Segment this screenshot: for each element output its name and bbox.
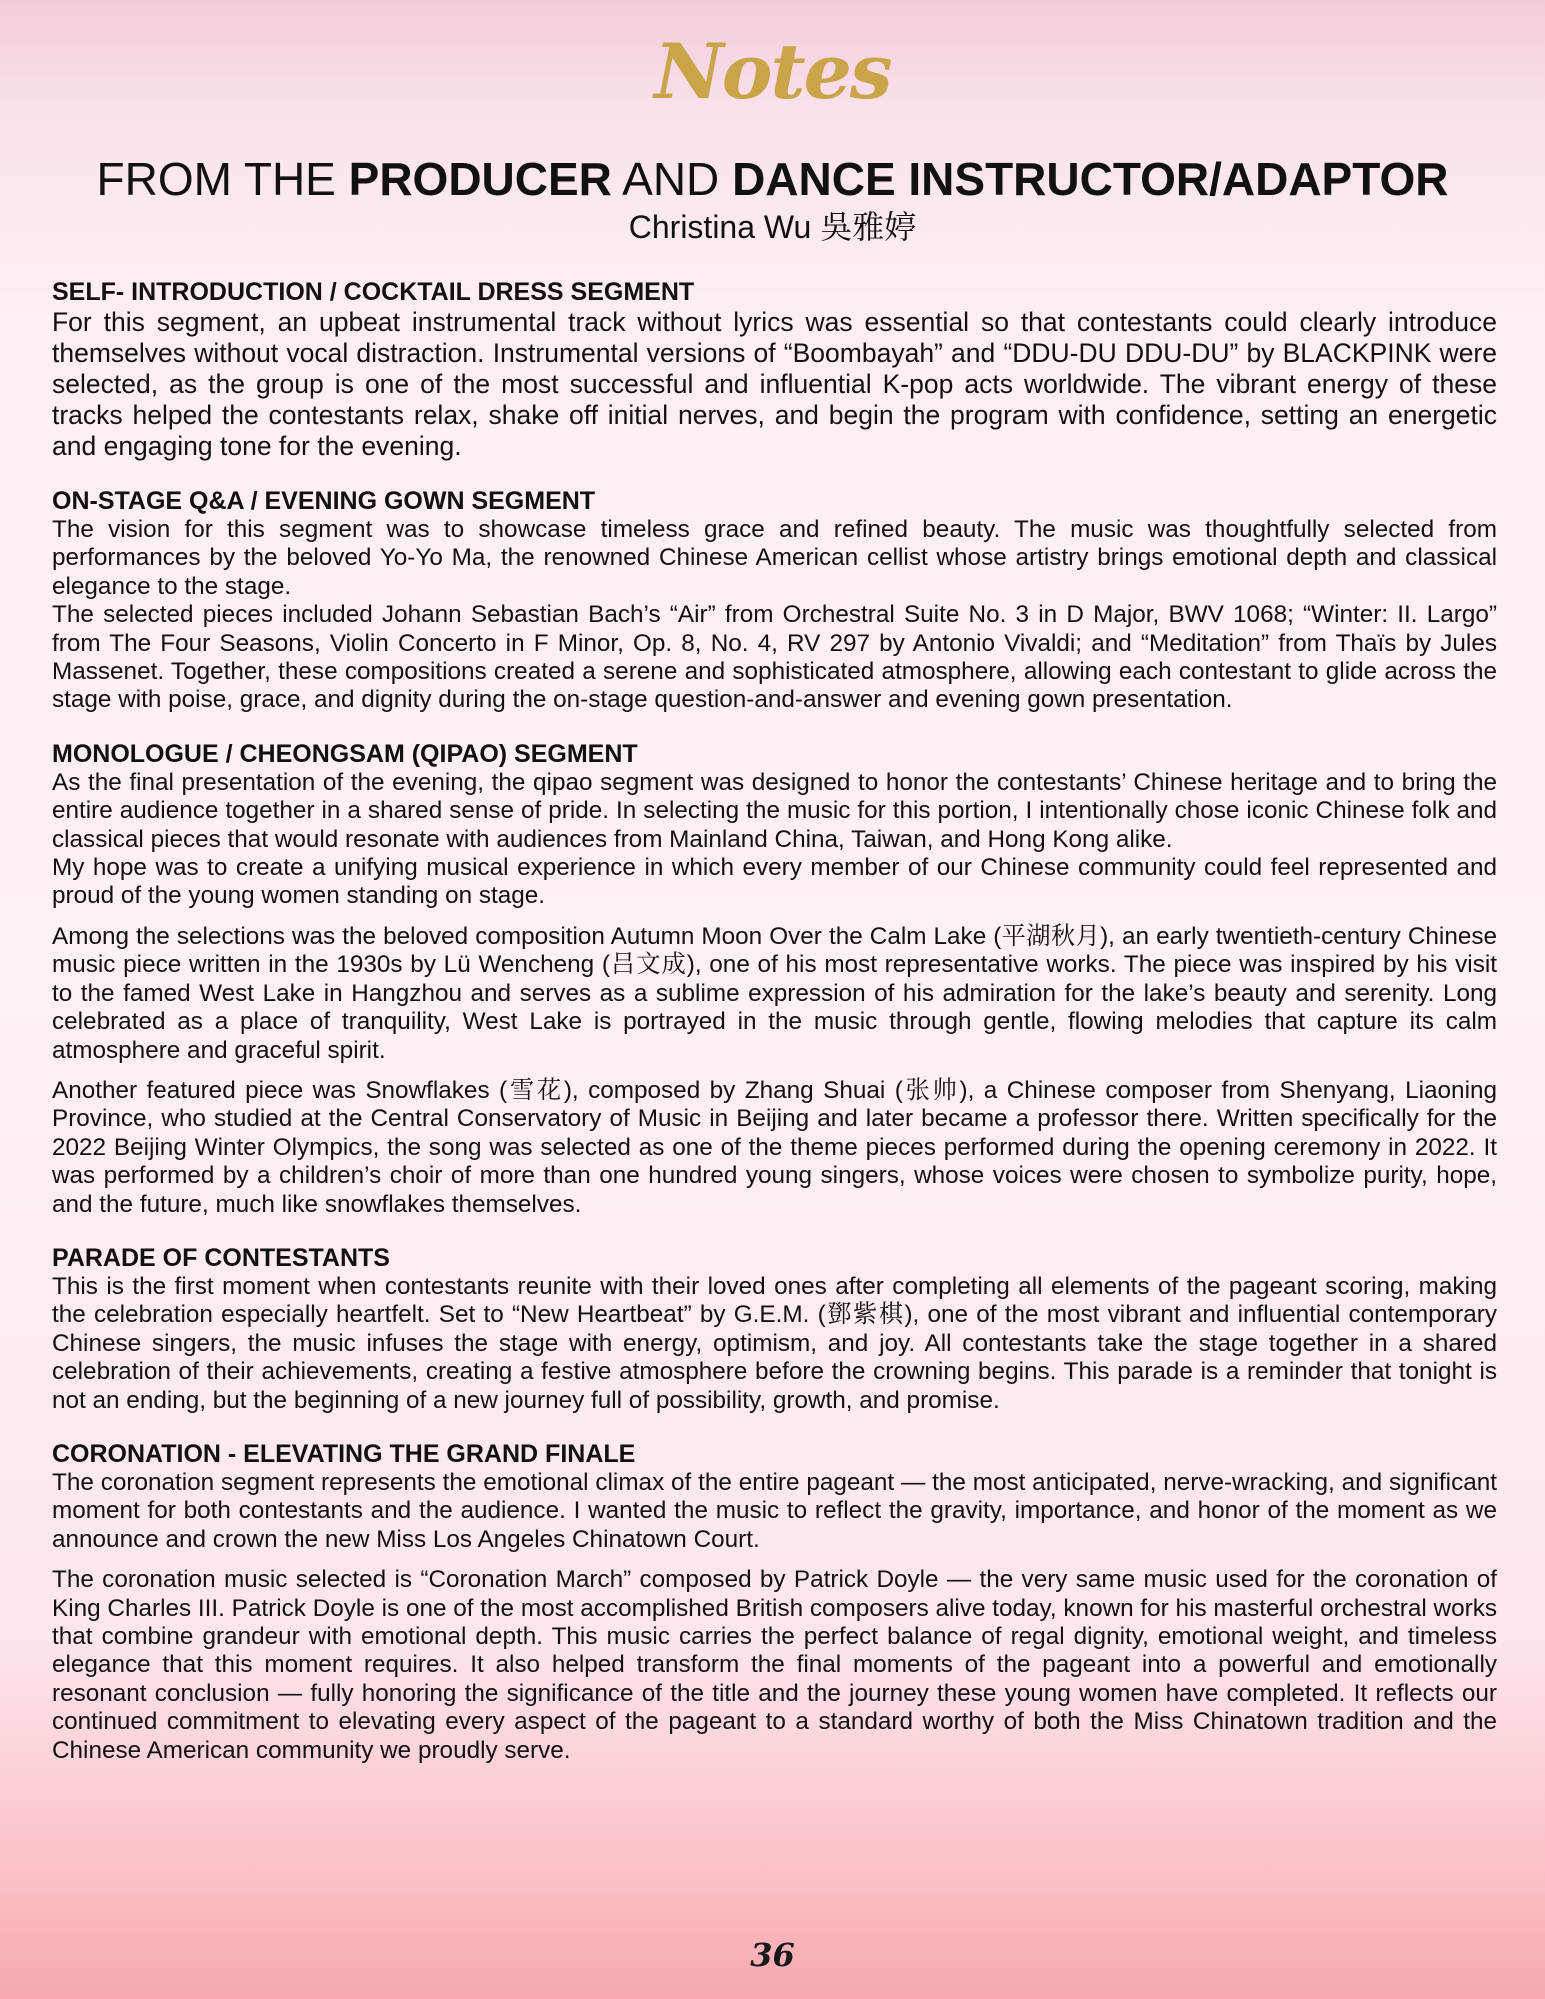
page-number: 36 — [750, 1936, 795, 1974]
heading-producer: PRODUCER — [348, 153, 612, 205]
section-evening-gown — [52, 486, 1497, 715]
section-paragraph: The coronation segment represents the emotional climax of the entire pageant — the most anticipated, nerve-wracking, and significant moment for both contestants and the audience. I wanted the music to reflect the gravity, importance, and honor of the moment as we announce and crown the new Miss Los Angeles Chinatown Court. — [52, 1468, 1497, 1553]
section-self-introduction — [52, 277, 1497, 462]
section-paragraph: The vision for this segment was to showcase timeless grace and refined beauty. The music was thoughtfully selected from performances by the beloved Yo-Yo Ma, the renowned Chinese American cellist whose artistry brings emotional depth and classical elegance to the stage. — [52, 516, 1497, 600]
section-paragraph: This is the first moment when contestants reunite with their loved ones after completing all elements of the pageant scoring, making the celebration especially heartfelt. Set to “New Heartbeat” by G.E.M. (鄧紫棋), one of the most vibrant and influential contemporary Chinese singers, the music infuses the stage with energy, optimism, and joy. All contestants take the stage together in a shared celebration of their achievements, creating a festive atmosphere before the crowning begins. This parade is a reminder that tonight is not an ending, but the beginning of a new journey full of possibility, growth, and promise. — [52, 1272, 1497, 1414]
section-title: MONOLOGUE / CHEONGSAM (QIPAO) SEGMENT — [52, 739, 638, 768]
section-paragraph: For this segment, an upbeat instrumental track without lyrics was essential so that contestants could clearly introduce themselves without vocal distraction. Instrumental versions of “Boombayah” and “DDU-DU DDU-DU” by BLACKPINK were selected, as the group is one of the most successful and influential K-pop acts worldwide. The vibrant energy of these tracks helped the contestants relax, shake off initial nerves, and begin the program with confidence, setting an energetic and engaging tone for the evening. — [52, 307, 1497, 461]
section-paragraph: Another featured piece was Snowflakes (雪花), composed by Zhang Shuai (张帅), a Chinese composer from Shenyang, Liaoning Province, who studied at the Central Conservatory of Music in Beijing and later became a professor there. Written specifically for the 2022 Beijing Winter Olympics, the song was selected as one of the theme pieces performed during the opening ceremony in 2022. It was performed by a children’s choir of more than one hundred young singers, whose voices were chosen to symbolize purity, hope, and the future, much like snowflakes themselves. — [52, 1076, 1497, 1218]
author-name: Christina Wu 吳雅婷 — [628, 209, 917, 245]
section-paragraph: The selected pieces included Johann Sebastian Bach’s “Air” from Orchestral Suite No. 3 in D Major, BWV 1068; “Winter: II. Largo” from The Four Seasons, Violin Concerto in F Minor, Op. 8, No. 4, RV 297 by Antonio Vivaldi; and “Meditation” from Thaïs by Jules Massenet. Together, these compositions created a serene and sophisticated atmosphere, allowing each contestant to glide across the stage with poise, grace, and dignity during the on-stage question-and-answer and evening gown presentation. — [52, 601, 1497, 714]
section-paragraph: The coronation music selected is “Coronation March” composed by Patrick Doyle — the very same music used for the coronation of King Charles III. Patrick Doyle is one of the most accomplished British composers alive today, known for his masterful orchestral works that combine grandeur with emotional depth. This music carries the perfect balance of regal dignity, emotional weight, and timeless elegance that this moment requires. It also helped transform the final moments of the pageant into a powerful and emotionally resonant conclusion — fully honoring the significance of the title and the journey these young women have completed. It reflects our continued commitment to elevating every aspect of the pageant to a standard worthy of both the Miss Chinatown tradition and the Chinese American community we proudly serve. — [52, 1566, 1497, 1764]
section-title: SELF- INTRODUCTION / COCKTAIL DRESS SEGMENT — [52, 278, 695, 306]
heading-dance-instructor: DANCE INSTRUCTOR/ADAPTOR — [732, 153, 1449, 205]
section-title: ON-STAGE Q&A / EVENING GOWN SEGMENT — [52, 487, 596, 515]
section-title: PARADE OF CONTESTANTS — [52, 1243, 390, 1272]
section-cheongsam — [52, 739, 1497, 1219]
heading-prefix: FROM THE — [96, 153, 349, 205]
section-coronation — [52, 1439, 1497, 1765]
page-heading — [0, 148, 1545, 210]
section-paragraph: My hope was to create a unifying musical experience in which every member of our Chinese community could feel represented and proud of the young women standing on stage. — [52, 854, 1497, 910]
section-paragraph: Among the selections was the beloved composition Autumn Moon Over the Calm Lake (平湖秋月), an early twentieth-century Chinese music piece written in the 1930s by Lü Wencheng (吕文成), one of his most representative works. The piece was inspired by his visit to the famed West Lake in Hangzhou and serves as a sublime expression of his admiration for the lake’s beauty and serenity. Long celebrated as a place of tranquility, West Lake is portrayed in the music through gentle, flowing melodies that capture its calm atmosphere and graceful spirit. — [52, 922, 1497, 1064]
section-title: CORONATION - ELEVATING THE GRAND FINALE — [52, 1439, 636, 1468]
notes-content — [52, 277, 1497, 1789]
notes-script-title: Notes — [654, 27, 891, 116]
heading-and: AND — [611, 153, 733, 205]
section-paragraph: As the final presentation of the evening, the qipao segment was designed to honor the contestants’ Chinese heritage and to bring the entire audience together in a shared sense of pride. In selecting the music for this portion, I intentionally chose iconic Chinese folk and classical pieces that would resonate with audiences from Mainland China, Taiwan, and Hong Kong alike. — [52, 768, 1497, 853]
section-parade — [52, 1243, 1497, 1415]
